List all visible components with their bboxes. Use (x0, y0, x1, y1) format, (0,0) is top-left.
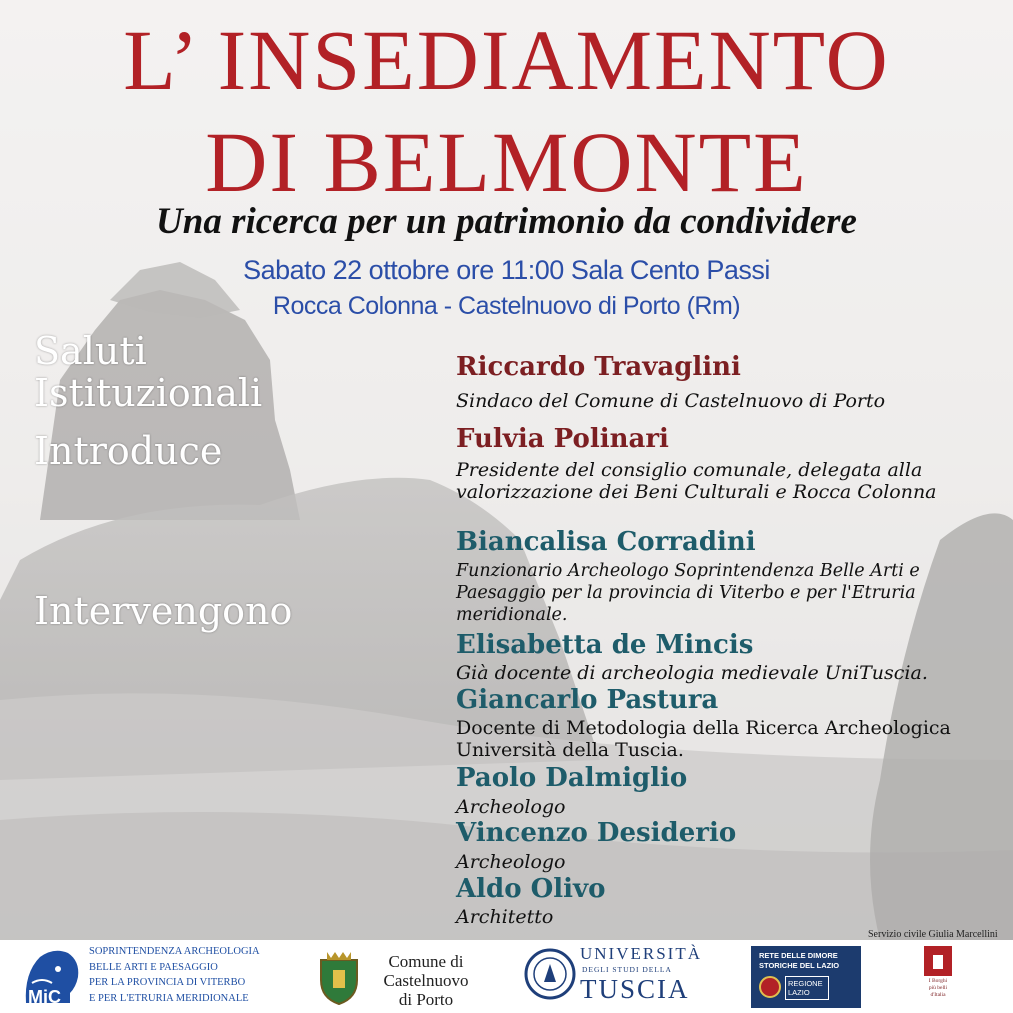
event-title-line2: DI BELMONTE (205, 114, 808, 210)
speaker-name: Paolo Dalmiglio (456, 763, 688, 793)
university-seal-icon (524, 944, 576, 1004)
speaker-role: Archeologo (456, 796, 566, 818)
coat-of-arms-icon (315, 950, 363, 1006)
university-line3: TUSCIA (580, 974, 690, 1004)
heading-intervengono: Intervengono (34, 589, 293, 633)
event-location: Rocca Colonna - Castelnuovo di Porto (Rm) (272, 292, 741, 320)
borghi-tower-icon (924, 946, 952, 976)
speaker-name: Giancarlo Pastura (456, 685, 719, 715)
university-tuscia-logo (524, 944, 702, 1008)
speaker-name: Riccardo Travaglini (456, 352, 741, 382)
borghi-logo (920, 944, 956, 1008)
rete-line: STORICHE DEL LAZIO (759, 961, 840, 970)
comune-logo (315, 946, 485, 1008)
speaker-role: Presidente del consiglio comunale, delegata alla valorizzazione dei Beni Culturali e Rocca Colonna (456, 459, 937, 503)
heading-saluti: Saluti (34, 329, 147, 373)
speaker-name: Vincenzo Desiderio (456, 818, 737, 848)
university-line2: DEGLI STUDI DELLA (582, 965, 672, 974)
rete-dimore-logo (751, 946, 861, 1008)
speaker-name: Biancalisa Corradini (456, 527, 756, 557)
speaker-name: Fulvia Polinari (456, 424, 669, 454)
speaker-name: Aldo Olivo (456, 874, 606, 904)
speaker-name: Elisabetta de Mincis (456, 630, 754, 660)
heading-introduce: Introduce (34, 429, 223, 473)
comune-line: di Porto (398, 990, 454, 1009)
sabap-logo (18, 943, 260, 1011)
sabap-line: BELLE ARTI E PAESAGGIO (89, 961, 218, 973)
mic-mark: MiC (28, 987, 61, 1007)
event-title-line1: L’ INSEDIAMENTO (123, 12, 890, 108)
borghi-line: più belli (928, 985, 948, 991)
heading-istituzionali: Istituzionali (34, 371, 263, 415)
university-line1: UNIVERSITÀ (580, 944, 702, 963)
event-subtitle: Una ricerca per un patrimonio da condividere (156, 201, 857, 242)
rete-line: RETE DELLE DIMORE (759, 951, 838, 960)
speaker-role: Archeologo (456, 851, 566, 873)
speaker-role: Già docente di archeologia medievale UniTuscia. (456, 662, 928, 684)
sponsor-logos-bar (0, 940, 1013, 1013)
speaker-role: Funzionario Archeologo Soprintendenza Belle Arti e Paesaggio per la provincia di Viterbo e per l'Etruria meridionale. (456, 561, 920, 625)
speaker-role: Docente di Metodologia della Ricerca Archeologica Università della Tuscia. (456, 717, 951, 761)
sabap-line: SOPRINTENDENZA ARCHEOLOGIA (89, 946, 260, 957)
borghi-line: d'Italia (930, 992, 946, 998)
credit-text: Servizio civile Giulia Marcellini (868, 929, 998, 940)
regione-emblem-icon (759, 976, 781, 998)
sabap-line: E PER L'ETRURIA MERIDIONALE (89, 992, 249, 1004)
speaker-role: Architetto (456, 906, 554, 928)
speaker-role: Sindaco del Comune di Castelnuovo di Porto (456, 390, 886, 412)
regione-lazio-label: REGIONE LAZIO (785, 976, 829, 1000)
sabap-line: PER LA PROVINCIA DI VITERBO (89, 977, 246, 988)
event-date-time: Sabato 22 ottobre ore 11:00 Sala Cento Passi (243, 255, 770, 285)
comune-line: Castelnuovo (383, 971, 469, 990)
borghi-line: I Borghi (928, 978, 948, 984)
comune-line: Comune di (388, 952, 464, 971)
